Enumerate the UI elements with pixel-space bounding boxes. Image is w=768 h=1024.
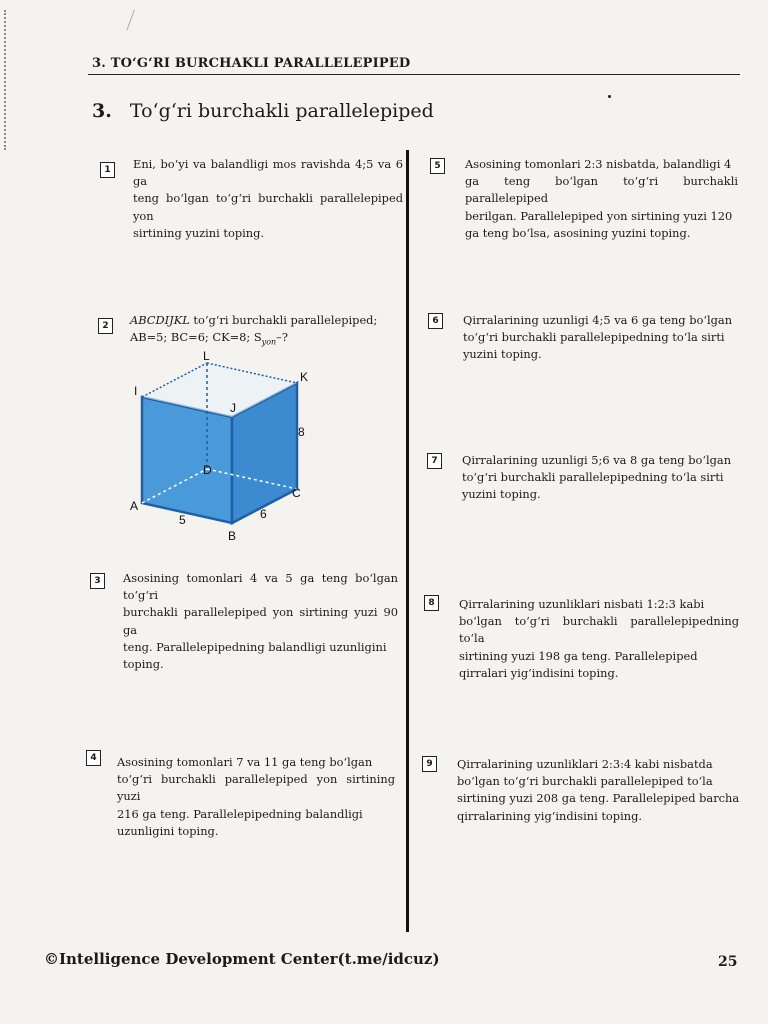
problem-number-9: 9 — [422, 756, 437, 772]
problem-2-figure-name: ABCDIJKL — [130, 313, 190, 327]
problem-1-line-3: sirtining yuzini toping. — [133, 225, 265, 240]
edge-label-ab: 5 — [179, 513, 186, 527]
problem-5-line-1: Asosining tomonlari 2:3 nisbatda, balandligi 4 — [465, 157, 732, 171]
problem-1-line-1: Eni, bo‘yi va balandligi mos ravishda 4;5 va 6 ga — [133, 157, 403, 189]
problem-5-line-4: ga teng bo‘lsa, asosining yuzini toping. — [465, 225, 691, 240]
problem-2-subscript: yon — [261, 337, 277, 347]
problem-number-7: 7 — [427, 453, 442, 469]
problem-2-line-2 — [130, 329, 400, 350]
scan-dot — [608, 95, 611, 98]
vertex-label-J: J — [230, 401, 236, 415]
problem-3-line-3: teng. Parallelepipedning balandligi uzunligini — [123, 639, 387, 654]
vertex-label-C: C — [292, 486, 301, 500]
problem-9-line-2: bo‘lgan to‘g‘ri burchakli parallelepiped to‘la — [457, 774, 713, 789]
running-header: 3. TO‘G‘RI BURCHAKLI PARALLELEPIPED — [92, 56, 411, 71]
parallelepiped-figure — [120, 350, 330, 545]
problem-1-text — [133, 156, 403, 242]
problem-8-line-1: Qirralarining uzunliklari nisbati 1:2:3 kabi — [459, 597, 705, 611]
problem-number-4: 4 — [86, 750, 101, 766]
problem-6-line-1: Qirralarining uzunligi 4;5 va 6 ga teng bo‘lgan — [463, 313, 733, 327]
problem-4-line-2: to‘g‘ri burchakli parallelepiped yon sirtining yuzi — [117, 772, 395, 804]
problem-3-line-1: Asosining tomonlari 4 va 5 ga teng bo‘lgan to‘g‘ri — [123, 571, 398, 603]
problem-2-line-1 — [130, 312, 400, 329]
problem-5-text — [465, 156, 738, 242]
problem-2-text — [130, 312, 400, 351]
header-rule — [88, 74, 740, 75]
problem-5-line-2: ga teng bo‘lgan to‘g‘ri burchakli parallelepiped — [465, 174, 738, 206]
problem-7-line-3: yuzini toping. — [462, 487, 541, 502]
problem-1-line-2: teng bo‘lgan to‘g‘ri burchakli parallelepiped yon — [133, 191, 403, 223]
problem-number-6: 6 — [428, 313, 443, 329]
problem-9-text — [457, 756, 740, 825]
problem-3-line-4: toping. — [123, 657, 164, 672]
problem-7-line-1: Qirralarining uzunligi 5;6 va 8 ga teng bo‘lgan — [462, 453, 732, 467]
vertex-label-I: I — [134, 384, 138, 398]
problem-8-line-2: bo‘lgan to‘g‘ri burchakli parallelepipedning to‘la — [459, 614, 739, 646]
problem-9-line-3: sirtining yuzi 208 ga teng. Parallelepiped barcha — [457, 791, 740, 806]
footer-credit: ©Intelligence Development Center(t.me/idcuz) — [44, 950, 440, 968]
page-number: 25 — [718, 954, 738, 970]
problem-4-line-3: 216 ga teng. Parallelepipedning balandligi — [117, 806, 363, 821]
problem-2-given: AB=5; BC=6; CK=8; S — [130, 330, 262, 345]
problem-2-line-1-rest: to‘g‘ri burchakli parallelepiped; — [189, 313, 378, 327]
problem-8-line-3: sirtining yuzi 198 ga teng. Parallelepiped — [459, 648, 698, 663]
problem-4-line-4: uzunligini toping. — [117, 823, 219, 838]
edge-label-height: 8 — [298, 425, 305, 439]
vertex-label-L: L — [203, 350, 210, 363]
problem-3-text — [123, 570, 398, 673]
problem-number-8: 8 — [424, 595, 439, 611]
problem-number-3: 3 — [90, 573, 105, 589]
problem-number-1: 1 — [100, 162, 115, 178]
scan-pencil-mark — [126, 9, 140, 32]
problem-4-line-1: Asosining tomonlari 7 va 11 ga teng bo‘lgan — [117, 755, 373, 769]
problem-8-text — [459, 596, 739, 682]
scan-edge-dots — [4, 10, 8, 150]
chapter-title-text: To‘g‘ri burchakli parallelepiped — [129, 100, 434, 122]
problem-number-5: 5 — [430, 158, 445, 174]
vertex-label-B: B — [228, 529, 237, 543]
problem-5-line-3: berilgan. Parallelepiped yon sirtining yuzi 120 — [465, 208, 733, 223]
problem-8-line-4: qirralari yig‘indisini toping. — [459, 665, 619, 680]
vertex-label-K: K — [300, 370, 309, 384]
problem-7-text — [462, 452, 739, 504]
vertex-label-A: A — [130, 499, 139, 513]
problem-2-question: –? — [276, 330, 288, 345]
problem-6-text — [463, 312, 739, 364]
problem-9-line-4: qirralarining yig‘indisini toping. — [457, 808, 642, 823]
chapter-number: 3. — [92, 100, 112, 122]
front-face — [142, 397, 232, 523]
problem-7-line-2: to‘g‘ri burchakli parallelepipedning to‘la sirti — [462, 470, 724, 485]
problem-6-line-3: yuzini toping. — [463, 347, 542, 362]
problem-9-line-1: Qirralarining uzunliklari 2:3:4 kabi nisbatda — [457, 757, 713, 771]
problem-6-line-2: to‘g‘ri burchakli parallelepipedning to‘la sirti — [463, 330, 725, 345]
problem-number-2: 2 — [98, 318, 113, 334]
vertex-label-D: D — [203, 463, 212, 477]
column-divider — [406, 150, 409, 932]
edge-label-bc: 6 — [260, 507, 267, 521]
problem-3-line-2: burchakli parallelepiped yon sirtining yuzi 90 ga — [123, 605, 398, 637]
chapter-title — [92, 100, 434, 122]
problem-4-text — [117, 754, 395, 840]
